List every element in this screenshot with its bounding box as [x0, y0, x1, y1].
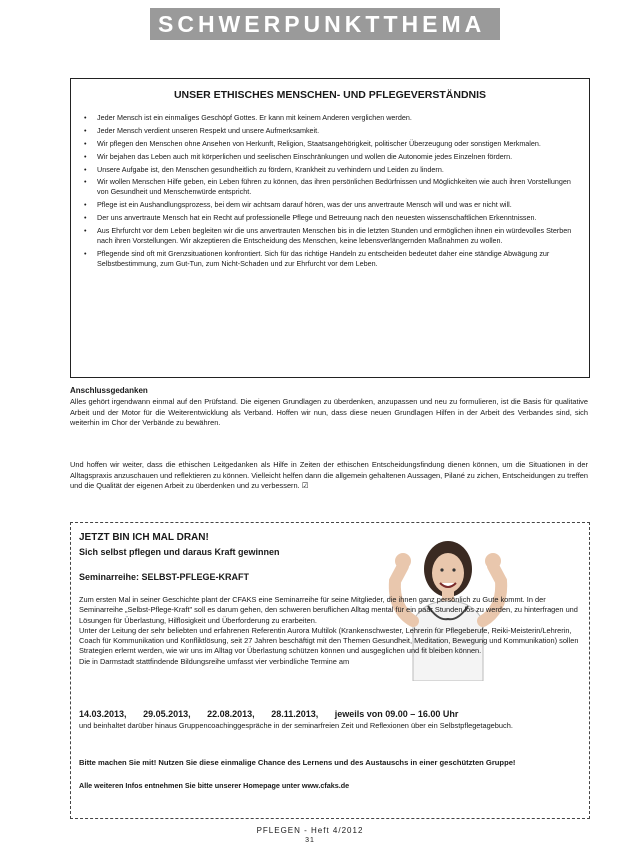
seminar-body-1: Zum ersten Mal in seiner Geschichte plant der CFAKS eine Seminarreihe für seine Mitglieder, die ihnen ganz persönlich zu Gute kommt. In der Seminarreihe „Selbst-Pflege-Kraft" soll es darum gehen, den schweren beruflichen Alltag mental für ein paar Stunden los zu werden, zu hinterfragen und Lösungen für Überlastung, Hilflosigkeit und Überforderung zu erarbeiten.	[79, 595, 578, 625]
ethics-item: • Wir pflegen den Menschen ohne Ansehen von Herkunft, Religion, Staatsangehörigkeit, politischer Überzeugung oder sonstigen Merkmalen.	[71, 139, 589, 149]
ethics-item: • Jeder Mensch verdient unseren Respekt und unsere Aufmerksamkeit.	[71, 126, 589, 136]
seminar-body-3: Die in Darmstadt stattfindende Bildungsreihe umfasst vier verbindliche Termine am	[79, 656, 350, 666]
section-title: SCHWERPUNKTTHEMA	[158, 11, 486, 37]
seminar-date: 29.05.2013,	[143, 709, 191, 719]
seminar-box	[70, 522, 590, 819]
ethics-box	[70, 78, 590, 378]
ethics-list	[71, 113, 589, 272]
seminar-headline: JETZT BIN ICH MAL DRAN!	[79, 532, 209, 543]
ethics-item: • Unsere Aufgabe ist, den Menschen gesundheitlich zu fördern, Krankheit zu verhindern und Leiden zu lindern.	[71, 165, 589, 175]
seminar-date: 28.11.2013,	[271, 709, 319, 719]
seminar-subheadline: Sich selbst pflegen und daraus Kraft gewinnen	[79, 547, 280, 557]
seminar-series-title: Seminarreihe: SELBST-PFLEGE-KRAFT	[79, 572, 250, 582]
seminar-date: 22.08.2013,	[207, 709, 255, 719]
ethics-item: • Pflege ist ein Aushandlungsprozess, bei dem wir achtsam darauf hören, was der uns anvertraute Mensch will und was er nicht will.	[71, 200, 589, 210]
seminar-additional-info: und beinhaltet darüber hinaus Gruppencoachinggespräche in der seminarfreien Zeit und Reflexionen über ein Selbstpflegetagebuch.	[79, 721, 513, 730]
seminar-call-to-action: Bitte machen Sie mit! Nutzen Sie diese einmalige Chance des Lernens und des Austauschs in einer geschützten Gruppe!	[79, 758, 516, 767]
closing-heading: Anschlussgedanken	[70, 386, 148, 395]
homepage-info[interactable]: Alle weiteren Infos entnehmen Sie bitte unserer Homepage unter www.cfaks.de	[79, 781, 350, 790]
closing-paragraph-2: Und hoffen wir weiter, dass die ethischen Leitgedanken als Hilfe in Zeiten der ethischen Entscheidungsfindung dienen können, um die Situationen in der Alltagspraxis anzuschauen und reflektieren zu können. Vielleicht helfen dann die allgemein gehaltenen Aussagen, Pilané zu zichen, Entscheidungen zu treffen und die Qualität der eigenen Arbeit zu überdenken und zu verbessern. ☑	[70, 460, 588, 490]
seminar-dates	[79, 709, 581, 719]
ethics-item: • Wir bejahen das Leben auch mit körperlichen und seelischen Einschränkungen und wollen die Autonomie jedes Einzelnen fördern.	[71, 152, 589, 162]
ethics-title: UNSER ETHISCHES MENSCHEN- UND PFLEGEVERSTÄNDNIS	[173, 89, 487, 101]
ethics-item: • Pflegende sind oft mit Grenzsituationen konfrontiert. Sich für das richtige Handeln zu entscheiden bedeutet daher eine ständige Abwägung zur Selbstbestimmung, zum Gut-Tun, zum Nicht-Schaden und zur Ehrfurcht vor dem Leben.	[71, 249, 589, 269]
ethics-item: • Aus Ehrfurcht vor dem Leben begleiten wir die uns anvertrauten Menschen bis in die letzten Stunden und ermöglichen ihnen ein würdevolles Sterben nach ihren Vorstellungen. Wir akzeptieren die Entscheidung des Menschen, keine lebensverlängernden Maßnahmen zu wollen.	[71, 226, 589, 246]
seminar-body-2: Unter der Leitung der sehr beliebten und erfahrenen Referentin Aurora Multilok (Krankenschwester, Lehrerin für Pflegeberufe, Reiki-Meisterin/Lehrerin, Coach für Kommunikation und Konfliktlösung, seit 27 Jahren beschäftigt mit den Themen Gesundheit, Meditation, Bewegung und Kommunikation) sollen Strategien erlernt werden, wie wir uns im Alltag vor Überlastung schützen können und ausgeglichen und fit bleiben können.	[79, 625, 579, 656]
seminar-date: 14.03.2013,	[79, 709, 127, 719]
ethics-item: • Jeder Mensch ist ein einmaliges Geschöpf Gottes. Er kann mit keinem Anderen verglichen werden.	[71, 113, 589, 123]
seminar-time: jeweils von 09.00 – 16.00 Uhr	[334, 709, 459, 719]
ethics-item: • Wir wollen Menschen Hilfe geben, ein Leben führen zu können, das ihren persönlichen Bedürfnissen und Möglichkeiten wie auch ihren Vorstellungen von Gesundheit und Menschenwürde entspricht.	[71, 177, 589, 197]
footer-journal: PFLEGEN - Heft 4/2012	[256, 826, 364, 835]
page-number: 31	[305, 837, 315, 844]
ethics-item: • Der uns anvertraute Mensch hat ein Recht auf professionelle Pflege und Betreuung nach den neuesten wissenschaftlichen Erkenntnissen.	[71, 213, 589, 223]
seminar-description	[79, 595, 581, 667]
closing-paragraph-1: Alles gehört irgendwann einmal auf den Prüfstand. Die eigenen Grundlagen zu überdenken, anzupassen und neu zu formulieren, ist die Basis für qualitative Arbeit und der Motor für die Weiterentwicklung als Verband. Hoffen wir nun, dass diese neuen Grundlagen Hilfen in der Arbeit des Verbandes sind, sich weiterhin im Chor der Verbände zu bewähren.	[70, 397, 588, 427]
